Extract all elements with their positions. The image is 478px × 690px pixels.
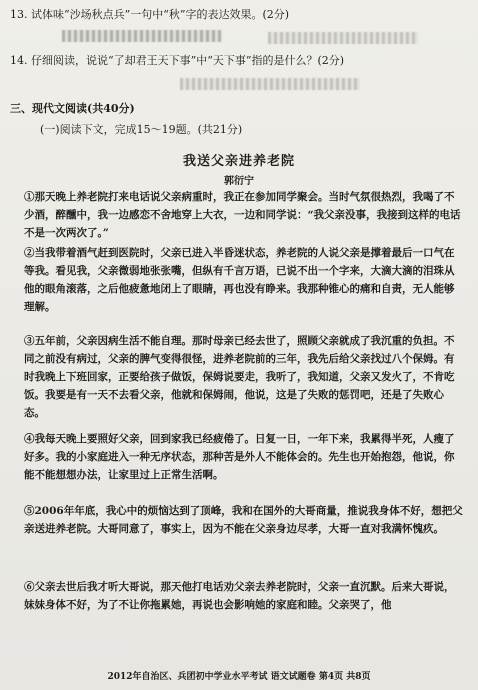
- handwriting-smear: [268, 32, 418, 44]
- section-title: 三、现代文阅读(共40分): [10, 102, 135, 115]
- paragraph-1: ①那天晚上养老院打来电话说父亲病重时，我正在参加同学聚会。当时气氛很热烈，我喝了不少酒，醉醺中，我一边感恋不舍地穿上大衣，一边和同学说：“我父亲没事，我接到这样的电话不是一次两次了。”: [24, 191, 461, 239]
- page-footer: 2012年自治区、兵团初中学业水平考试 语文试题卷 第4页 共8页: [107, 672, 371, 682]
- paragraph-2: ②当我带着酒气赶到医院时，父亲已进入半昏迷状态，养老院的人说父亲是撑着最后一口气在等我。看见我，父亲微弱地张张嘴，但纵有千言万语，已说不出一个字来，大滴大滴的泪珠从他的眼角滚落，之后他疲惫地闭上了眼睛，再也没有睁来。我那种锥心的痛和自责，无人能够理解。: [24, 247, 455, 313]
- question-14: 14. 仔细阅读，说说“了却君王天下事”中“天下事”指的是什么？(2分): [10, 54, 345, 67]
- subsection-title: (一)阅读下文，完成15～19题。(共21分): [40, 123, 243, 136]
- paragraph-4: ④我每天晚上要照好父亲，回到家我已经疲倦了。日复一日，一年下来，我累得半死，人瘦了好多。我的小家庭进入一种无序状态，那种苦是外人不能体会的。先生也开始抱怨，他说，你能不能想想办法，让家里过上正常生活啊。: [24, 433, 455, 481]
- paragraph-3: ③五年前，父亲因病生活不能自理。那时母亲已经去世了，照顾父亲就成了我沉重的负担。不同之前没有病过，父亲的脾气变得很怪，进养老院前的三年，我先后给父亲找过八个保姆。有时我晚上下班回家，正要给孩子做饭，保姆说要走，我听了，我知道，父亲又发火了，不肯吃饭。我要是有一天不去看父亲，他就和保姆闹，他说，这是了失败的惩罚吧，还是了失败心态。: [24, 335, 455, 419]
- article-title: 我送父亲进养老院: [182, 154, 295, 169]
- paragraph-5: ⑤2006年年底，我心中的烦恼达到了顶峰，我和在国外的大哥商量，推说我身体不好，想把父亲送进养老院。大哥同意了，事实上，因为不能在父亲身边尽孝，大哥一直对我满怀愧疚。: [24, 505, 463, 535]
- handwriting-smear: [180, 78, 360, 90]
- question-13: 13. 试体味“沙场秋点兵”一句中“秋”字的表达效果。(2分): [10, 8, 290, 21]
- handwriting-smear: [62, 30, 222, 42]
- article-author: 郭衍宁: [224, 176, 254, 187]
- paragraph-6: ⑥父亲去世后我才听大哥说，那天他打电话劝父亲去养老院时，父亲一直沉默。后来大哥说，妹妹身体不好，为了不让你拖累她，再说也会影响她的家庭和睦。父亲哭了，他: [24, 581, 455, 611]
